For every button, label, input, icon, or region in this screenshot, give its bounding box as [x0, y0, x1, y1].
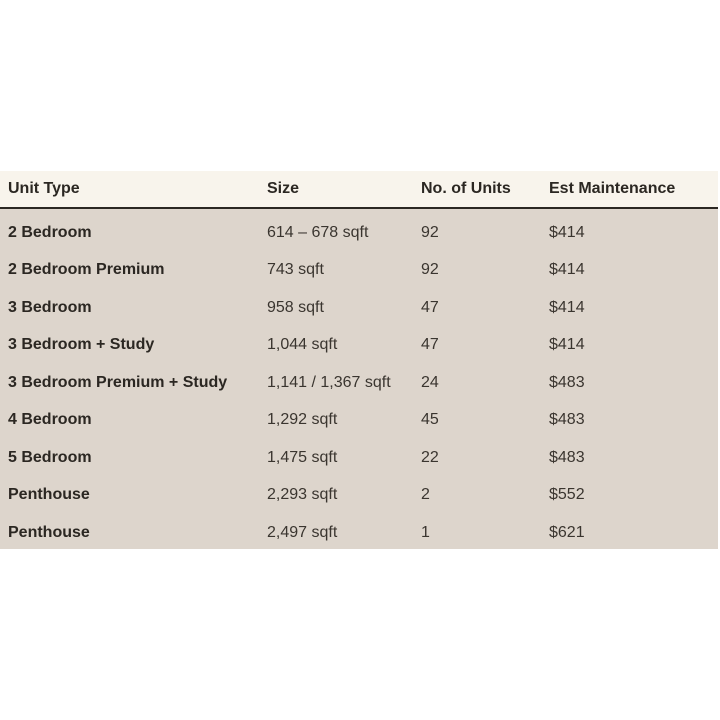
units-cell: 92: [421, 261, 439, 279]
header-est-maintenance: Est Maintenance: [549, 180, 676, 197]
size-cell: 2,293 sqft: [267, 486, 338, 504]
maintenance-cell: $414: [549, 261, 585, 279]
maintenance-cell: $621: [549, 523, 585, 541]
unit-type-cell: 3 Bedroom: [8, 298, 92, 316]
header-no-of-units: No. of Units: [421, 180, 511, 197]
maintenance-cell: $414: [549, 298, 585, 316]
maintenance-cell: $483: [549, 373, 585, 391]
maintenance-cell: $483: [549, 448, 585, 466]
units-cell: 47: [421, 298, 439, 316]
units-cell: 92: [421, 223, 439, 241]
units-cell: 1: [421, 523, 430, 541]
unit-type-cell: 2 Bedroom: [8, 223, 92, 241]
size-cell: 1,292 sqft: [267, 411, 338, 429]
header-size: Size: [267, 180, 300, 197]
maintenance-cell: $552: [549, 486, 585, 504]
units-cell: 22: [421, 448, 439, 466]
units-cell: 24: [421, 373, 439, 391]
units-cell: 45: [421, 411, 439, 429]
table-row: [0, 214, 718, 252]
maintenance-cell: $414: [549, 223, 585, 241]
size-cell: 1,141 / 1,367 sqft: [267, 373, 391, 391]
maintenance-cell: $414: [549, 336, 585, 354]
table-row: [0, 514, 718, 552]
table-body: [0, 209, 718, 549]
unit-type-cell: 2 Bedroom Premium: [8, 261, 165, 279]
unit-type-cell: Penthouse: [8, 486, 90, 504]
table-row: [0, 364, 718, 402]
size-cell: 743 sqft: [267, 261, 324, 279]
header-unit-type: Unit Type: [8, 180, 80, 197]
table-row: [0, 252, 718, 290]
table-row: [0, 439, 718, 477]
units-cell: 2: [421, 486, 430, 504]
unit-type-cell: 3 Bedroom Premium + Study: [8, 373, 228, 391]
unit-mix-table: [0, 171, 718, 549]
table-row: [0, 289, 718, 327]
table-row: [0, 327, 718, 365]
unit-type-cell: Penthouse: [8, 523, 90, 541]
size-cell: 1,044 sqft: [267, 336, 338, 354]
table-row: [0, 402, 718, 440]
unit-type-cell: 3 Bedroom + Study: [8, 336, 155, 354]
size-cell: 1,475 sqft: [267, 448, 338, 466]
maintenance-cell: $483: [549, 411, 585, 429]
units-cell: 47: [421, 336, 439, 354]
table-row: [0, 477, 718, 515]
unit-type-cell: 5 Bedroom: [8, 448, 92, 466]
size-cell: 958 sqft: [267, 298, 324, 316]
size-cell: 614 – 678 sqft: [267, 223, 369, 241]
unit-type-cell: 4 Bedroom: [8, 411, 92, 429]
table-header: [0, 171, 718, 209]
size-cell: 2,497 sqft: [267, 523, 338, 541]
